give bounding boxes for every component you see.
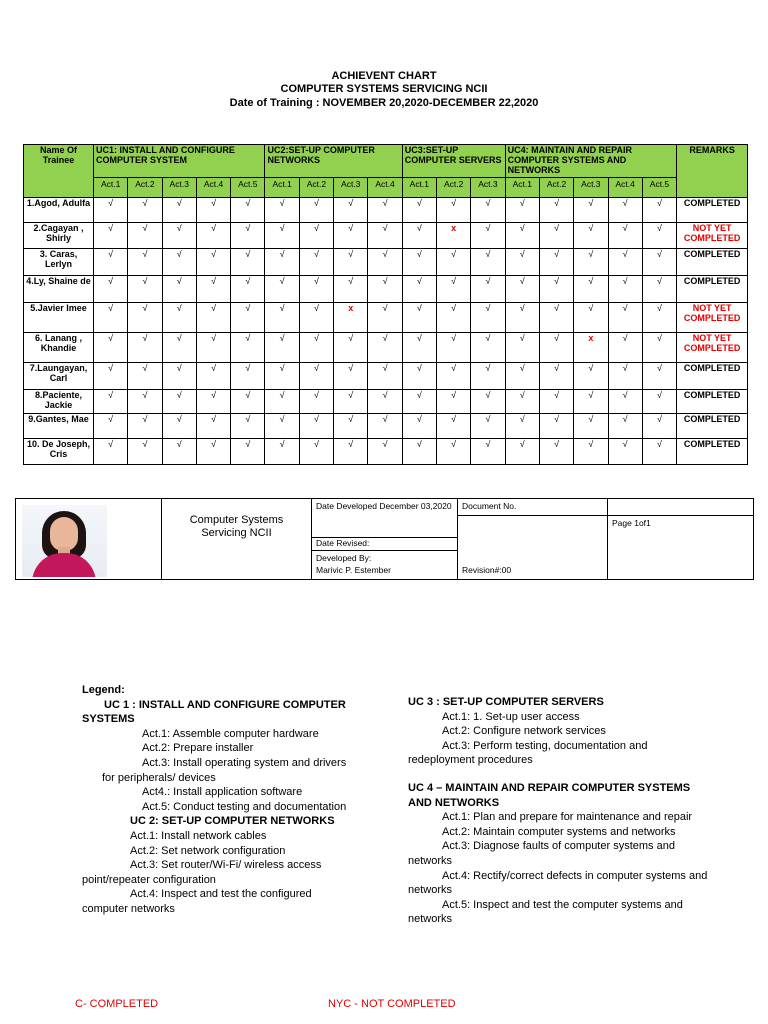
check-mark: √ bbox=[437, 390, 471, 414]
remarks-cell: COMPLETED bbox=[677, 390, 748, 414]
check-mark: √ bbox=[334, 198, 368, 223]
check-mark: √ bbox=[368, 363, 402, 390]
legend-left bbox=[82, 683, 346, 917]
page-number: Page 1of1 bbox=[608, 516, 754, 580]
activity-header: Act.2 bbox=[299, 178, 333, 198]
check-mark: √ bbox=[608, 198, 642, 223]
check-mark: √ bbox=[539, 303, 573, 333]
training-date: Date of Training : NOVEMBER 20,2020-DECEMBER 22,2020 bbox=[229, 97, 539, 109]
check-mark: √ bbox=[196, 223, 230, 249]
remarks-cell: COMPLETED bbox=[677, 363, 748, 390]
remarks-cell: COMPLETED bbox=[677, 414, 748, 439]
check-mark: √ bbox=[471, 439, 505, 465]
activity-header: Act.1 bbox=[505, 178, 539, 198]
check-mark: √ bbox=[334, 249, 368, 276]
footer-not-completed-key: NYC - NOT COMPLETED bbox=[328, 998, 456, 1010]
check-mark: √ bbox=[196, 276, 230, 303]
trainee-name: 7.Laungayan, Carl bbox=[24, 363, 94, 390]
check-mark: √ bbox=[94, 333, 128, 363]
check-mark: √ bbox=[368, 249, 402, 276]
legend-uc1-act2: Act.2: Prepare installer bbox=[142, 742, 254, 755]
remarks-header: REMARKS bbox=[677, 145, 748, 198]
check-mark: √ bbox=[94, 363, 128, 390]
check-mark: √ bbox=[196, 390, 230, 414]
footer-completed-key: C- COMPLETED bbox=[75, 998, 159, 1010]
check-mark: √ bbox=[162, 249, 196, 276]
check-mark: √ bbox=[299, 249, 333, 276]
cross-mark: x bbox=[437, 223, 471, 249]
trainee-name: 10. De Joseph, Cris bbox=[24, 439, 94, 465]
legend-uc3-act1: Act.1: 1. Set-up user access bbox=[442, 710, 580, 723]
check-mark: √ bbox=[196, 198, 230, 223]
check-mark: √ bbox=[505, 390, 539, 414]
activity-header: Act.1 bbox=[402, 178, 436, 198]
check-mark: √ bbox=[505, 276, 539, 303]
activity-header: Act.4 bbox=[608, 178, 642, 198]
check-mark: √ bbox=[231, 333, 265, 363]
check-mark: √ bbox=[471, 390, 505, 414]
developer-name: Marivic P. Estember bbox=[316, 565, 391, 575]
check-mark: √ bbox=[437, 249, 471, 276]
check-mark: √ bbox=[437, 333, 471, 363]
check-mark: √ bbox=[128, 198, 162, 223]
check-mark: √ bbox=[368, 303, 402, 333]
check-mark: √ bbox=[162, 276, 196, 303]
check-mark: √ bbox=[128, 223, 162, 249]
course-name: Computer Systems Servicing NCII bbox=[162, 499, 312, 580]
check-mark: √ bbox=[299, 223, 333, 249]
check-mark: √ bbox=[265, 390, 299, 414]
check-mark: √ bbox=[505, 439, 539, 465]
check-mark: √ bbox=[265, 303, 299, 333]
trainee-row bbox=[24, 249, 748, 276]
check-mark: √ bbox=[368, 390, 402, 414]
uc3-header: UC3:SET-UP COMPUTER SERVERS bbox=[402, 145, 505, 178]
check-mark: √ bbox=[642, 333, 676, 363]
legend-uc4-act3: Act.3: Diagnose faults of computer systems and bbox=[442, 840, 675, 853]
legend-uc3-act3: Act.3: Perform testing, documentation and bbox=[442, 739, 648, 752]
check-mark: √ bbox=[94, 198, 128, 223]
legend-uc3-title: UC 3 : SET-UP COMPUTER SERVERS bbox=[408, 696, 604, 708]
check-mark: √ bbox=[162, 363, 196, 390]
legend-uc2-title: UC 2: SET-UP COMPUTER NETWORKS bbox=[130, 815, 335, 828]
check-mark: √ bbox=[299, 390, 333, 414]
check-mark: √ bbox=[574, 249, 608, 276]
legend-title: Legend: bbox=[82, 684, 125, 696]
check-mark: √ bbox=[574, 363, 608, 390]
check-mark: √ bbox=[94, 414, 128, 439]
check-mark: √ bbox=[574, 223, 608, 249]
legend-uc1-title: UC 1 : INSTALL AND CONFIGURE COMPUTER bbox=[104, 698, 346, 711]
trainee-row bbox=[24, 276, 748, 303]
check-mark: √ bbox=[299, 303, 333, 333]
trainee-row bbox=[24, 439, 748, 465]
check-mark: √ bbox=[608, 276, 642, 303]
check-mark: √ bbox=[402, 249, 436, 276]
check-mark: √ bbox=[505, 363, 539, 390]
legend-uc1-act4: Act4.: Install application software bbox=[142, 786, 303, 799]
activity-header: Act.5 bbox=[231, 178, 265, 198]
activity-header: Act.3 bbox=[162, 178, 196, 198]
check-mark: √ bbox=[402, 390, 436, 414]
check-mark: √ bbox=[231, 303, 265, 333]
check-mark: √ bbox=[334, 276, 368, 303]
activity-header: Act.5 bbox=[642, 178, 676, 198]
check-mark: √ bbox=[505, 414, 539, 439]
check-mark: √ bbox=[539, 363, 573, 390]
check-mark: √ bbox=[642, 414, 676, 439]
check-mark: √ bbox=[128, 333, 162, 363]
check-mark: √ bbox=[368, 198, 402, 223]
date-revised: Date Revised: bbox=[312, 538, 458, 551]
check-mark: √ bbox=[265, 249, 299, 276]
check-mark: √ bbox=[334, 439, 368, 465]
check-mark: √ bbox=[539, 414, 573, 439]
trainee-name: 9.Gantes, Mae bbox=[24, 414, 94, 439]
check-mark: √ bbox=[642, 198, 676, 223]
check-mark: √ bbox=[539, 249, 573, 276]
check-mark: √ bbox=[94, 303, 128, 333]
legend-uc1-title-cont: SYSTEMS bbox=[82, 713, 135, 726]
check-mark: √ bbox=[505, 333, 539, 363]
check-mark: √ bbox=[162, 303, 196, 333]
check-mark: √ bbox=[128, 363, 162, 390]
check-mark: √ bbox=[196, 439, 230, 465]
legend-uc4-act2: Act.2: Maintain computer systems and networks bbox=[442, 825, 676, 838]
activity-header: Act.3 bbox=[574, 178, 608, 198]
check-mark: √ bbox=[128, 414, 162, 439]
trainee-name: 2.Cagayan , Shirly bbox=[24, 223, 94, 249]
legend-uc2-act4-cont: computer networks bbox=[82, 902, 175, 915]
check-mark: √ bbox=[231, 276, 265, 303]
check-mark: √ bbox=[471, 363, 505, 390]
check-mark: √ bbox=[162, 223, 196, 249]
check-mark: √ bbox=[231, 439, 265, 465]
activity-header: Act.2 bbox=[437, 178, 471, 198]
check-mark: √ bbox=[299, 198, 333, 223]
activity-header: Act.4 bbox=[368, 178, 402, 198]
check-mark: √ bbox=[368, 414, 402, 439]
check-mark: √ bbox=[608, 303, 642, 333]
check-mark: √ bbox=[299, 439, 333, 465]
check-mark: √ bbox=[539, 390, 573, 414]
remarks-cell: COMPLETED bbox=[677, 439, 748, 465]
check-mark: √ bbox=[574, 303, 608, 333]
achievement-table bbox=[23, 144, 748, 465]
legend-uc2-act4: Act.4: Inspect and test the configured bbox=[130, 888, 312, 901]
check-mark: √ bbox=[128, 303, 162, 333]
check-mark: √ bbox=[642, 249, 676, 276]
check-mark: √ bbox=[368, 276, 402, 303]
check-mark: √ bbox=[128, 276, 162, 303]
remarks-cell: COMPLETED bbox=[677, 198, 748, 223]
legend-right bbox=[408, 695, 707, 927]
check-mark: √ bbox=[642, 390, 676, 414]
check-mark: √ bbox=[334, 390, 368, 414]
trainee-name: 3. Caras, Lerlyn bbox=[24, 249, 94, 276]
check-mark: √ bbox=[231, 390, 265, 414]
check-mark: √ bbox=[265, 223, 299, 249]
check-mark: √ bbox=[471, 198, 505, 223]
check-mark: √ bbox=[642, 276, 676, 303]
trainee-row bbox=[24, 333, 748, 363]
activity-header: Act.4 bbox=[196, 178, 230, 198]
check-mark: √ bbox=[94, 249, 128, 276]
date-developed: Date Developed December 03,2020 bbox=[312, 499, 458, 538]
check-mark: √ bbox=[265, 363, 299, 390]
check-mark: √ bbox=[231, 249, 265, 276]
check-mark: √ bbox=[471, 276, 505, 303]
remarks-cell: NOT YET COMPLETED bbox=[677, 303, 748, 333]
check-mark: √ bbox=[471, 333, 505, 363]
check-mark: √ bbox=[196, 303, 230, 333]
document-control-table bbox=[15, 498, 754, 580]
legend-uc1-act5: Act.5: Conduct testing and documentation bbox=[142, 800, 347, 813]
check-mark: √ bbox=[608, 439, 642, 465]
check-mark: √ bbox=[608, 333, 642, 363]
trainer-photo bbox=[16, 499, 162, 580]
check-mark: √ bbox=[471, 414, 505, 439]
legend-uc1-act1: Act.1: Assemble computer hardware bbox=[142, 727, 319, 740]
legend-uc2-act3-cont: point/repeater configuration bbox=[82, 873, 216, 886]
activity-header: Act.1 bbox=[94, 178, 128, 198]
legend-uc2-act2: Act.2: Set network configuration bbox=[130, 844, 286, 857]
check-mark: √ bbox=[162, 439, 196, 465]
check-mark: √ bbox=[231, 198, 265, 223]
check-mark: √ bbox=[574, 276, 608, 303]
check-mark: √ bbox=[265, 439, 299, 465]
check-mark: √ bbox=[608, 390, 642, 414]
remarks-cell: NOT YET COMPLETED bbox=[677, 333, 748, 363]
trainee-row bbox=[24, 198, 748, 223]
check-mark: √ bbox=[265, 276, 299, 303]
document-no-value bbox=[608, 499, 754, 516]
trainee-row bbox=[24, 390, 748, 414]
document-no: Document No. bbox=[458, 499, 608, 516]
check-mark: √ bbox=[162, 198, 196, 223]
check-mark: √ bbox=[231, 223, 265, 249]
chart-subtitle: COMPUTER SYSTEMS SERVICING NCII bbox=[280, 83, 488, 95]
legend-uc4-title: UC 4 – MAINTAIN AND REPAIR COMPUTER SYSTEMS bbox=[408, 781, 691, 794]
check-mark: √ bbox=[402, 223, 436, 249]
check-mark: √ bbox=[94, 439, 128, 465]
legend-uc4-act4: Act.4: Rectify/correct defects in computer systems and bbox=[442, 869, 708, 882]
check-mark: √ bbox=[265, 414, 299, 439]
check-mark: √ bbox=[402, 439, 436, 465]
trainee-row bbox=[24, 223, 748, 249]
check-mark: √ bbox=[128, 249, 162, 276]
check-mark: √ bbox=[196, 249, 230, 276]
check-mark: √ bbox=[574, 439, 608, 465]
check-mark: √ bbox=[539, 198, 573, 223]
check-mark: √ bbox=[402, 363, 436, 390]
trainee-row bbox=[24, 363, 748, 390]
check-mark: √ bbox=[299, 363, 333, 390]
check-mark: √ bbox=[539, 439, 573, 465]
check-mark: √ bbox=[402, 333, 436, 363]
chart-title: ACHIEVENT CHART bbox=[331, 70, 437, 82]
trainee-row bbox=[24, 303, 748, 333]
check-mark: √ bbox=[471, 223, 505, 249]
check-mark: √ bbox=[642, 439, 676, 465]
cross-mark: x bbox=[574, 333, 608, 363]
trainee-name: 6. Lanang , Khandie bbox=[24, 333, 94, 363]
check-mark: √ bbox=[162, 333, 196, 363]
legend-uc3-act2: Act.2: Configure network services bbox=[442, 725, 606, 738]
activity-header: Act.3 bbox=[334, 178, 368, 198]
check-mark: √ bbox=[437, 198, 471, 223]
check-mark: √ bbox=[608, 363, 642, 390]
check-mark: √ bbox=[471, 249, 505, 276]
legend-uc4-act3-cont: networks bbox=[408, 854, 453, 867]
check-mark: √ bbox=[162, 390, 196, 414]
legend-uc4-act4-cont: networks bbox=[408, 884, 453, 897]
check-mark: √ bbox=[368, 333, 402, 363]
check-mark: √ bbox=[334, 333, 368, 363]
activity-header: Act.3 bbox=[471, 178, 505, 198]
check-mark: √ bbox=[402, 198, 436, 223]
trainee-row bbox=[24, 414, 748, 439]
revision: Revision#:00 bbox=[458, 516, 608, 580]
check-mark: √ bbox=[402, 276, 436, 303]
check-mark: √ bbox=[265, 198, 299, 223]
check-mark: √ bbox=[437, 414, 471, 439]
trainee-name: 1.Agod, Adulfa bbox=[24, 198, 94, 223]
check-mark: √ bbox=[505, 198, 539, 223]
check-mark: √ bbox=[128, 390, 162, 414]
remarks-cell: NOT YET COMPLETED bbox=[677, 223, 748, 249]
check-mark: √ bbox=[437, 276, 471, 303]
check-mark: √ bbox=[402, 303, 436, 333]
check-mark: √ bbox=[94, 223, 128, 249]
trainee-name: 8.Paciente, Jackie bbox=[24, 390, 94, 414]
check-mark: √ bbox=[505, 223, 539, 249]
activity-header: Act.1 bbox=[265, 178, 299, 198]
check-mark: √ bbox=[642, 303, 676, 333]
uc4-header: UC4: MAINTAIN AND REPAIR COMPUTER SYSTEMS AND NETWORKS bbox=[505, 145, 677, 178]
check-mark: √ bbox=[265, 333, 299, 363]
photo-image bbox=[22, 505, 107, 577]
check-mark: √ bbox=[642, 223, 676, 249]
remarks-cell: COMPLETED bbox=[677, 276, 748, 303]
activity-header: Act.2 bbox=[539, 178, 573, 198]
check-mark: √ bbox=[231, 414, 265, 439]
check-mark: √ bbox=[94, 276, 128, 303]
check-mark: √ bbox=[574, 414, 608, 439]
legend-uc4-act1: Act.1: Plan and prepare for maintenance and repair bbox=[442, 811, 693, 824]
check-mark: √ bbox=[334, 223, 368, 249]
check-mark: √ bbox=[539, 333, 573, 363]
legend-uc4-act5: Act.5: Inspect and test the computer systems and bbox=[442, 898, 683, 911]
check-mark: √ bbox=[505, 303, 539, 333]
name-header: Name Of Trainee bbox=[24, 145, 94, 198]
trainee-name: 5.Javier Imee bbox=[24, 303, 94, 333]
legend-uc2-act3: Act.3: Set router/Wi-Fi/ wireless access bbox=[130, 859, 322, 872]
remarks-cell: COMPLETED bbox=[677, 249, 748, 276]
check-mark: √ bbox=[642, 363, 676, 390]
check-mark: √ bbox=[402, 414, 436, 439]
developed-by-label: Developed By: bbox=[316, 553, 372, 563]
check-mark: √ bbox=[471, 303, 505, 333]
check-mark: √ bbox=[539, 276, 573, 303]
check-mark: √ bbox=[437, 303, 471, 333]
check-mark: √ bbox=[94, 390, 128, 414]
check-mark: √ bbox=[196, 363, 230, 390]
check-mark: √ bbox=[505, 249, 539, 276]
uc1-header: UC1: INSTALL AND CONFIGURE COMPUTER SYSTEM bbox=[94, 145, 265, 178]
check-mark: √ bbox=[196, 414, 230, 439]
check-mark: √ bbox=[437, 363, 471, 390]
check-mark: √ bbox=[334, 414, 368, 439]
legend-uc3-act3-cont: redeployment procedures bbox=[408, 754, 533, 767]
check-mark: √ bbox=[539, 223, 573, 249]
check-mark: √ bbox=[368, 223, 402, 249]
check-mark: √ bbox=[574, 390, 608, 414]
check-mark: √ bbox=[299, 414, 333, 439]
trainee-name: 4.Ly, Shaine de bbox=[24, 276, 94, 303]
check-mark: √ bbox=[128, 439, 162, 465]
check-mark: √ bbox=[162, 414, 196, 439]
legend-uc1-act3: Act.3: Install operating system and drivers bbox=[142, 756, 347, 769]
legend-uc4-act5-cont: networks bbox=[408, 913, 453, 926]
activity-header: Act.2 bbox=[128, 178, 162, 198]
legend-uc2-act1: Act.1: Install network cables bbox=[130, 829, 267, 842]
check-mark: √ bbox=[299, 333, 333, 363]
check-mark: √ bbox=[608, 223, 642, 249]
check-mark: √ bbox=[334, 363, 368, 390]
legend-uc1-act3-cont: for peripherals/ devices bbox=[102, 771, 216, 784]
cross-mark: x bbox=[334, 303, 368, 333]
check-mark: √ bbox=[574, 198, 608, 223]
legend-uc4-title-cont: AND NETWORKS bbox=[408, 796, 500, 809]
check-mark: √ bbox=[368, 439, 402, 465]
uc2-header: UC2:SET-UP COMPUTER NETWORKS bbox=[265, 145, 402, 178]
check-mark: √ bbox=[231, 363, 265, 390]
check-mark: √ bbox=[437, 439, 471, 465]
check-mark: √ bbox=[299, 276, 333, 303]
check-mark: √ bbox=[196, 333, 230, 363]
check-mark: √ bbox=[608, 249, 642, 276]
check-mark: √ bbox=[608, 414, 642, 439]
